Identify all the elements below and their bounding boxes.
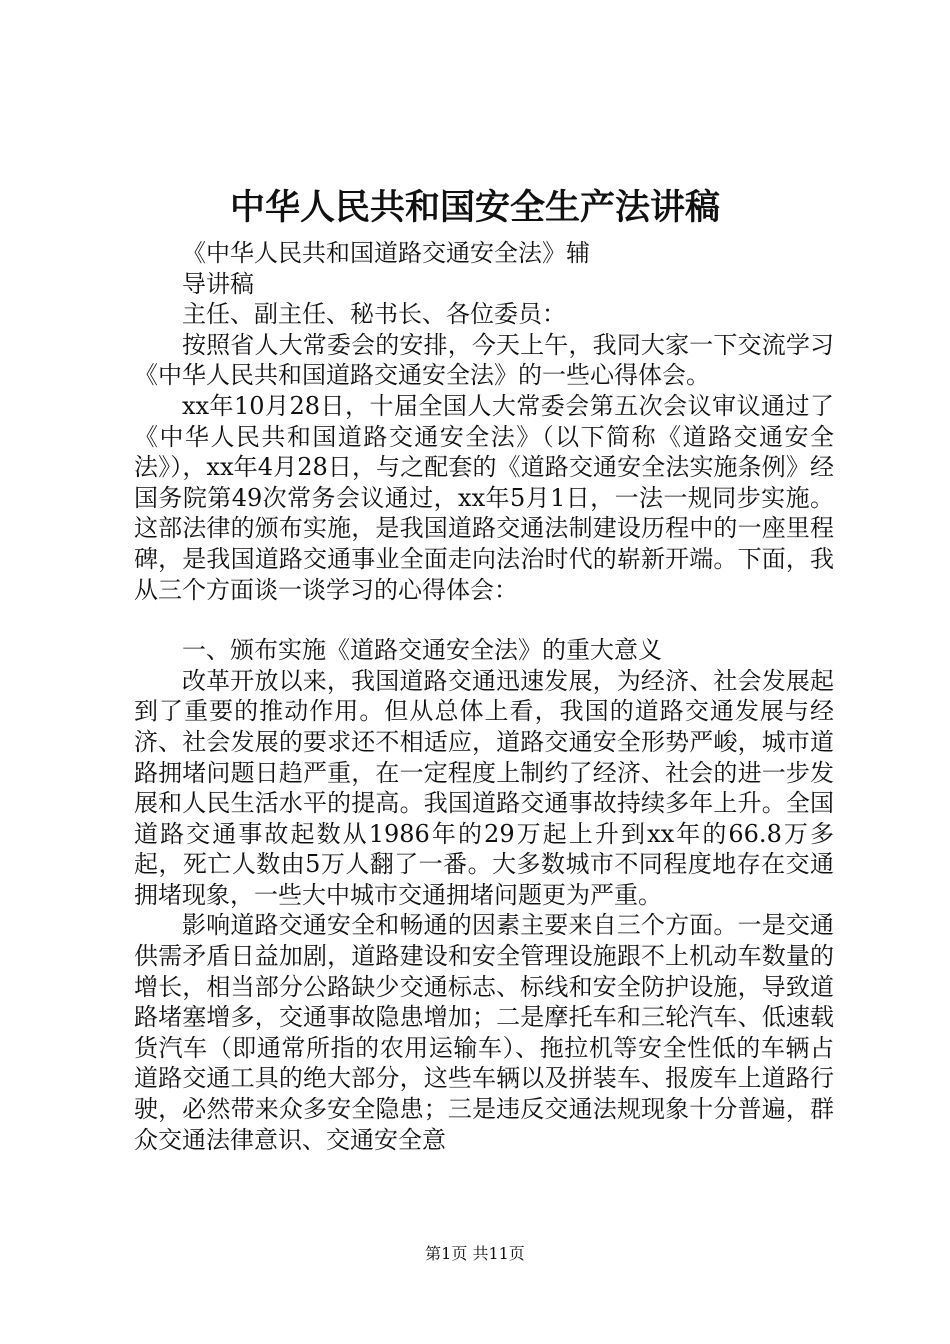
paragraph: 按照省人大常委会的安排，今天上午，我同大家一下交流学习《中华人民共和国道路交通安全法》的一些心得体会。 — [134, 330, 834, 390]
section-heading: 一、颁布实施《道路交通安全法》的重大意义 — [182, 636, 662, 665]
paragraph: xx年10月28日，十届全国人大常委会第五次会议审议通过了《中华人民共和国道路交通安全法》（以下简称《道路交通安全法》），xx年4月28日，与之配套的《道路交通安全法实施条例》经国务院第49次常务会议通过，xx年5月1日，一法一规同步实施。这部法律的颁布实施，是我国道路交通法制建设历程中的一座里程碑，是我国道路交通事业全面走向法治时代的崭新开端。下面，我从三个方面谈一谈学习的心得体会： — [134, 391, 834, 604]
page-footer: 第1页 共11页 — [425, 1244, 525, 1263]
paragraph: 改革开放以来，我国道路交通迅速发展，为经济、社会发展起到了重要的推动作用。但从总体上看，我国的道路交通发展与经济、社会发展的要求还不相适应，道路交通安全形势严峻，城市道路拥堵问题日趋严重，在一定程度上制约了经济、社会的进一步发展和人民生活水平的提高。我国道路交通事故持续多年上升。全国道路交通事故起数从1986年的29万起上升到xx年的66.8万多起，死亡人数由5万人翻了一番。大多数城市不同程度地存在交通拥堵现象，一些大中城市交通拥堵问题更为严重。 — [134, 666, 834, 909]
document-title: 中华人民共和国安全生产法讲稿 — [229, 187, 720, 228]
subtitle-line-1: 《中华人民共和国道路交通安全法》辅 — [182, 239, 590, 267]
subtitle-line-2: 导讲稿 — [182, 269, 254, 298]
paragraph: 影响道路交通安全和畅通的因素主要来自三个方面。一是交通供需矛盾日益加剧，道路建设和安全管理设施跟不上机动车数量的增长，相当部分公路缺少交通标志、标线和安全防护设施，导致道路堵塞增多，交通事故隐患增加；二是摩托车和三轮汽车、低速载货汽车（即通常所指的农用运输车）、拖拉机等安全性低的车辆占道路交通工具的绝大部分，这些车辆以及拼装车、报废车上道路行驶，必然带来众多安全隐患；三是违反交通法规现象十分普遍，群众交通法律意识、交通安全意 — [134, 911, 834, 1154]
document-body — [134, 238, 834, 1155]
salutation: 主任、副主任、秘书长、各位委员： — [182, 300, 566, 329]
